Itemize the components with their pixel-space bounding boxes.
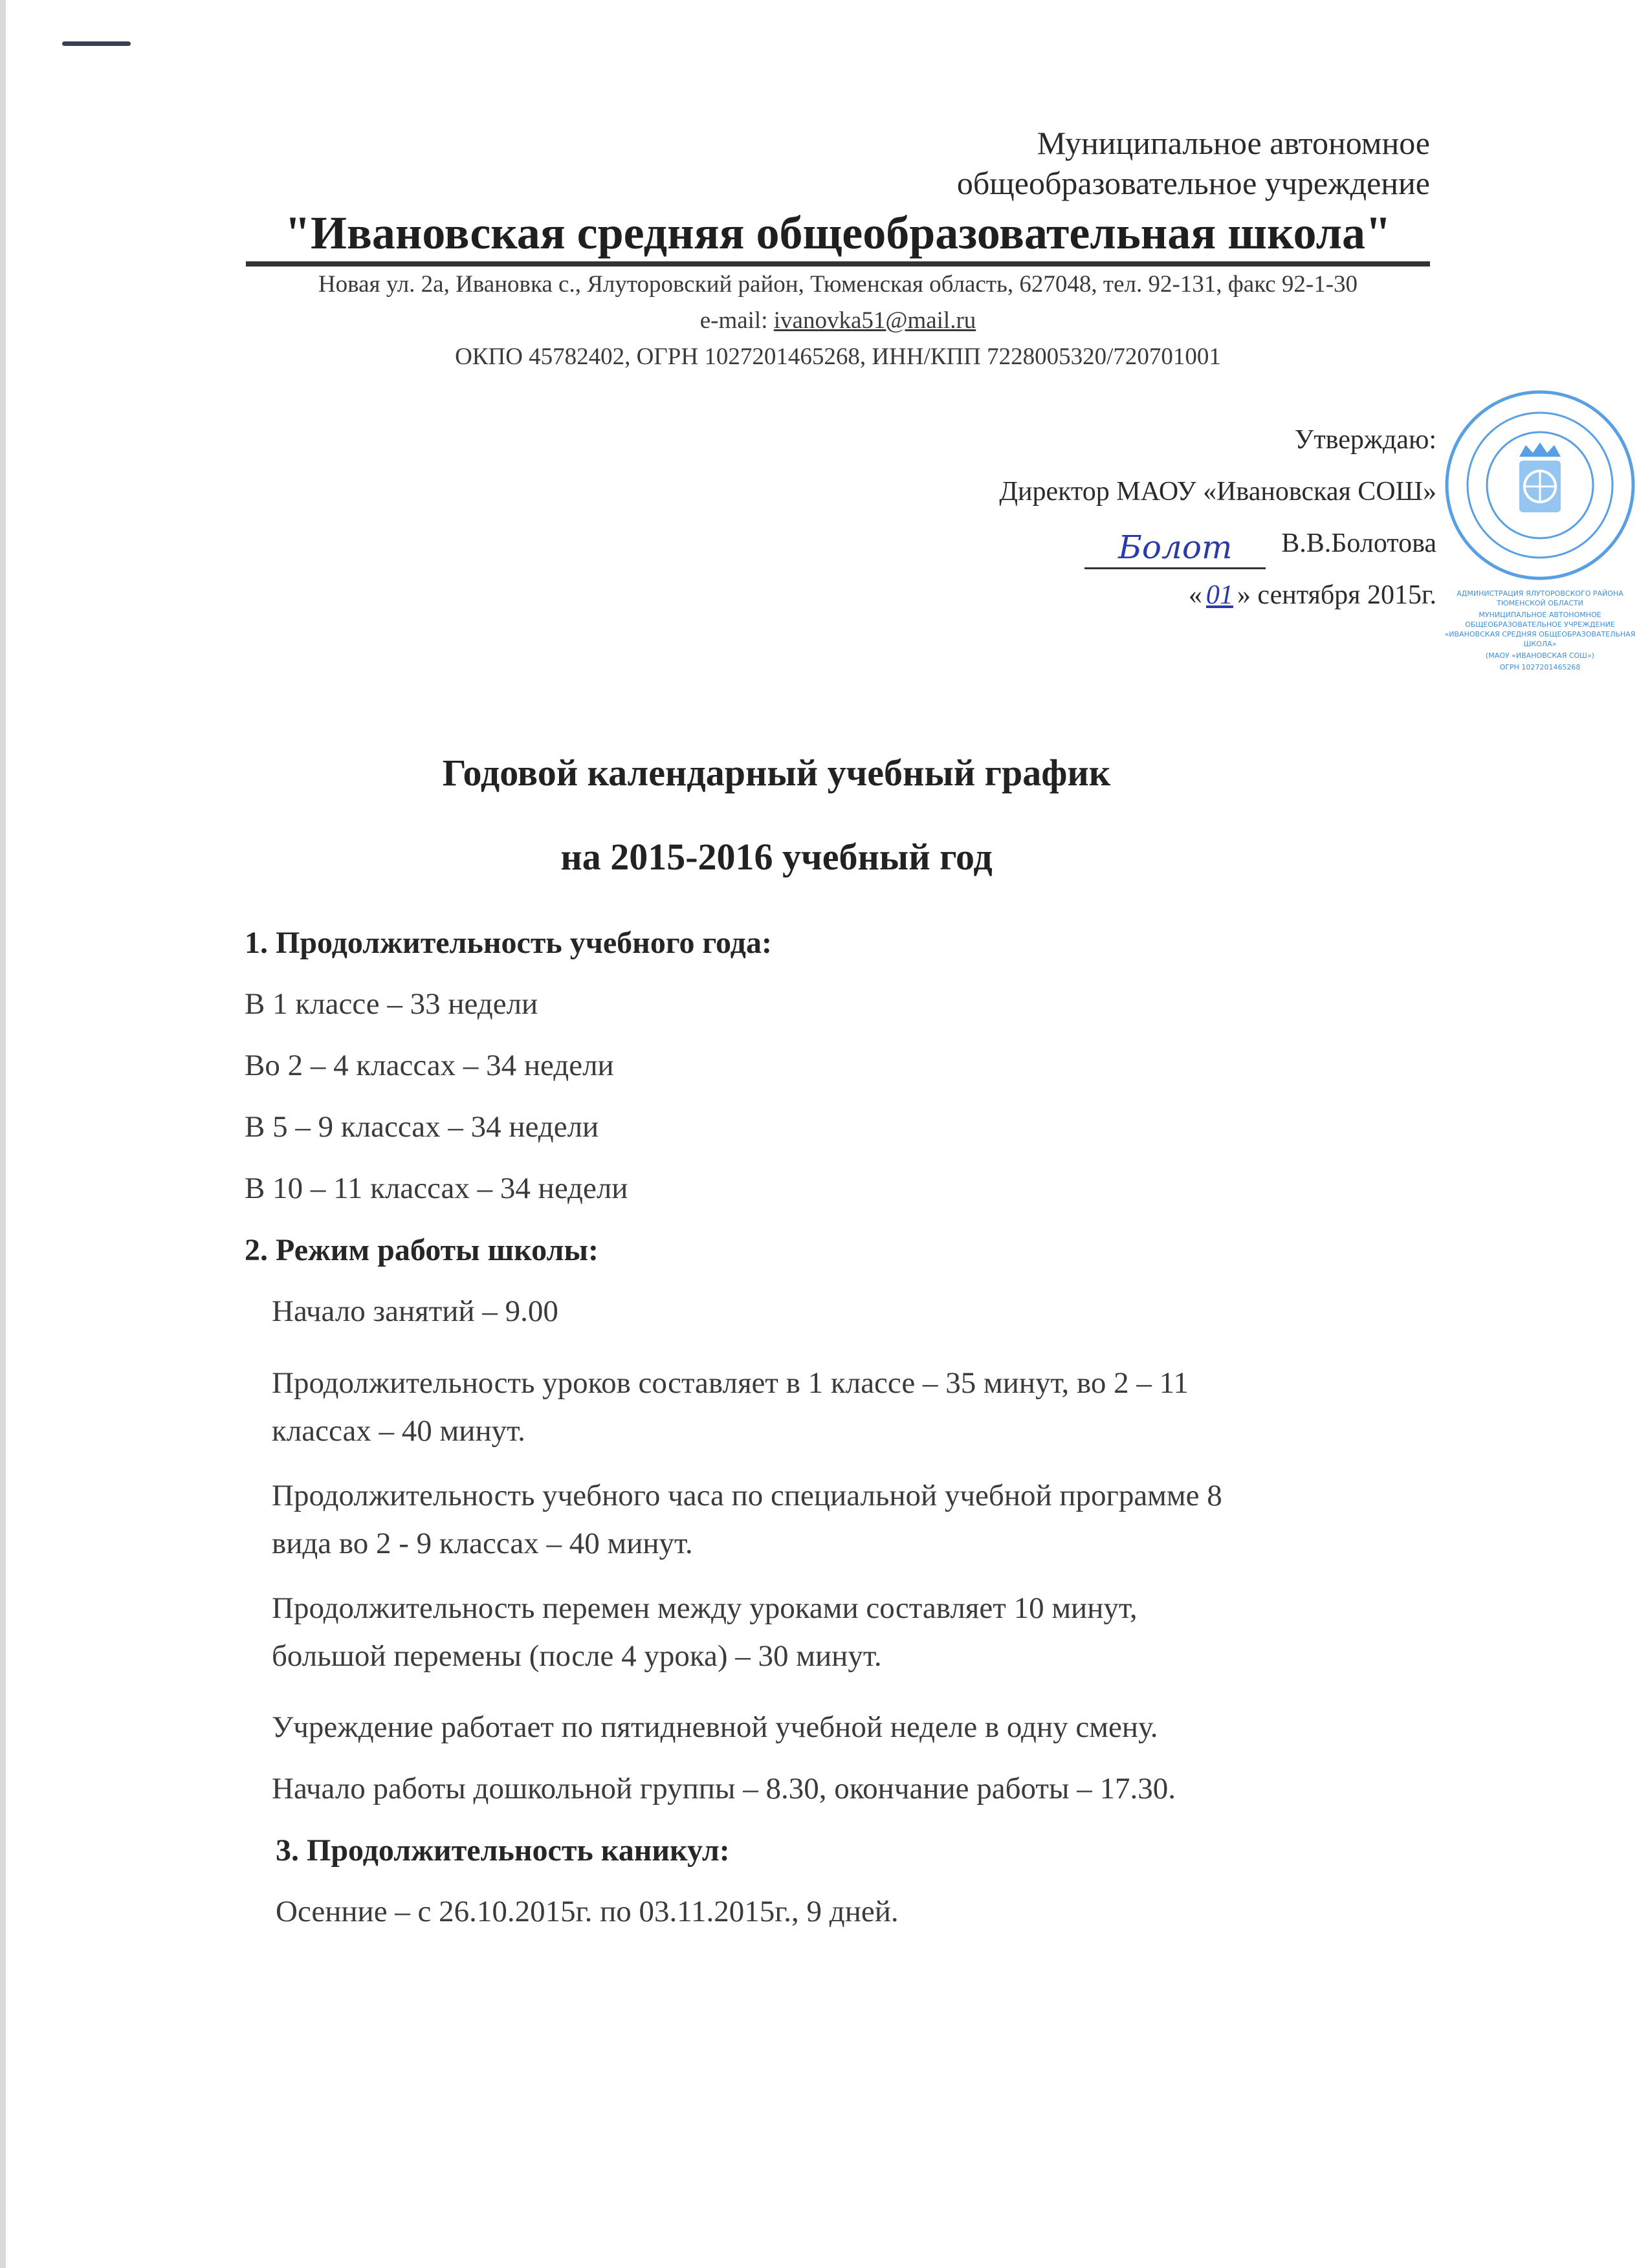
seal-inner-text: МУНИЦИПАЛЬНОЕ АВТОНОМНОЕ ОБЩЕОБРАЗОВАТЕЛЬНОЕ УЧРЕЖДЕНИЕ «ИВАНОВСКАЯ СРЕДНЯЯ ОБЩЕОБРАЗОВАТЕЛЬНАЯ ШКОЛА» [1444, 611, 1636, 648]
section-heading-holidays: 3. Продолжительность каникул: [276, 1833, 730, 1868]
approval-block [906, 414, 1436, 621]
paragraph-line: классах – 40 минут. [272, 1414, 525, 1448]
seal-texts [1443, 589, 1637, 674]
registry-codes: ОКПО 45782402, ОГРН 1027201465268, ИНН/КПП 7228005320/720701001 [455, 343, 1221, 370]
paragraph-line: Осенние – с 26.10.2015г. по 03.11.2015г., 9 дней. [276, 1895, 899, 1928]
scan-edge [0, 0, 6, 2268]
email-link[interactable]: ivanovka51@mail.ru [773, 307, 976, 334]
approval-date [906, 569, 1436, 621]
school-address: Новая ул. 2а, Ивановка с., Ялуторовский район, Тюменская область, 627048, тел. 92-131, факс 92-1-30 [318, 271, 1358, 298]
seal-emblem-crown [1519, 442, 1561, 457]
seal-abbrev-text: (МАОУ «ИВАНОВСКАЯ СОШ») [1486, 651, 1594, 660]
date-open-quote: « [1188, 580, 1202, 610]
email-line [246, 303, 1430, 339]
title-block [194, 731, 1359, 899]
section-heading-academic-year: 1. Продолжительность учебного года: [245, 926, 772, 960]
school-name: "Ивановская средняя общеобразовательная школа" [246, 204, 1430, 267]
paragraph-line: Продолжительность уроков составляет в 1 классе – 35 минут, во 2 – 11 [272, 1366, 1189, 1400]
director-signature: Болот [1084, 527, 1266, 569]
section-2-body [245, 1281, 1474, 1820]
official-seal-stamp [1443, 388, 1637, 582]
document-body [245, 912, 1474, 1943]
date-day: 01 [1205, 580, 1233, 610]
paragraph-line: Продолжительность учебного часа по специальной учебной программе 8 [272, 1479, 1222, 1512]
director-name: В.В.Болотова [1281, 529, 1436, 558]
letterhead [246, 123, 1430, 375]
paragraph-line: Продолжительность перемен между уроками составляет 10 минут, [272, 1591, 1138, 1625]
org-type-line-1: Муниципальное автономное [1037, 125, 1430, 161]
seal-ogrn-text: ОГРН 1027201465268 [1499, 663, 1581, 671]
list-item: Во 2 – 4 классах – 34 недели [245, 1049, 614, 1082]
paragraph-line: Учреждение работает по пятидневной учебной неделе в одну смену. [272, 1710, 1158, 1744]
seal-outer-text: АДМИНИСТРАЦИЯ ЯЛУТОРОВСКОГО РАЙОНА ТЮМЕНСКОЙ ОБЛАСТИ [1457, 589, 1623, 607]
email-label: e-mail: [699, 307, 774, 334]
approval-director-title: Директор МАОУ «Ивановская СОШ» [999, 477, 1436, 507]
document-title: Годовой календарный учебный график [442, 752, 1111, 794]
paragraph-line: вида во 2 - 9 классах – 40 минут. [272, 1527, 693, 1560]
list-item: В 1 классе – 33 недели [245, 987, 538, 1021]
list-item: В 5 – 9 классах – 34 недели [245, 1110, 599, 1144]
document-subtitle: на 2015-2016 учебный год [560, 836, 993, 878]
approval-heading: Утверждаю: [1294, 425, 1436, 455]
corner-pen-mark [62, 41, 131, 46]
list-item: В 10 – 11 классах – 34 недели [245, 1172, 628, 1205]
paragraph-line: Начало занятий – 9.00 [272, 1294, 558, 1328]
section-heading-school-schedule: 2. Режим работы школы: [245, 1233, 599, 1267]
date-month-year: » сентября 2015г. [1237, 580, 1436, 610]
section-3 [245, 1820, 1474, 1943]
signature-row [906, 518, 1436, 569]
paragraph-line: большой перемены (после 4 урока) – 30 минут. [272, 1639, 882, 1673]
org-type-line-2: общеобразовательное учреждение [956, 165, 1430, 201]
paragraph-line: Начало работы дошкольной группы – 8.30, окончание работы – 17.30. [272, 1772, 1176, 1805]
